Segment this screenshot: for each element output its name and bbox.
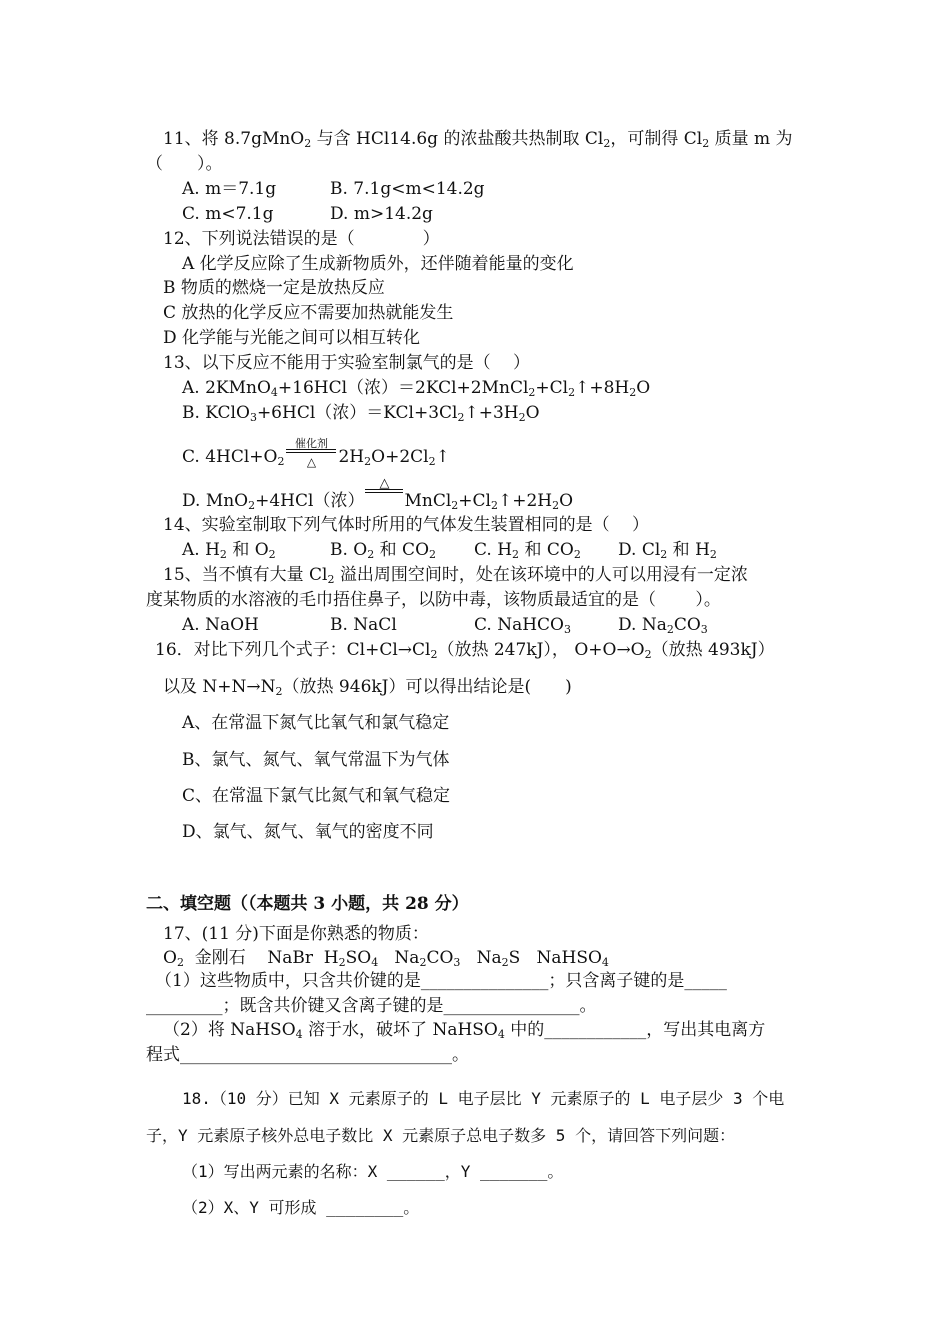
sub: 2 [430, 648, 438, 661]
sub: 2 [364, 455, 372, 468]
sub: 2 [666, 623, 674, 636]
sub: 2 [644, 648, 652, 661]
sub: 2 [367, 548, 375, 561]
q12-option-d: D 化学能与光能之间可以相互转化 [163, 328, 421, 348]
q18-stem-line1: 18.（10 分）已知 X 元素原子的 L 电子层比 Y 元素原子的 L 电子层少 3 个电 [182, 1089, 785, 1108]
q15-option-d [618, 614, 708, 641]
double-bar-bottom [365, 492, 403, 493]
q15-stem-line1 [163, 564, 748, 591]
q15-option-a: A. NaOH [182, 615, 259, 635]
sub: 2 [528, 386, 536, 399]
seg: O [636, 378, 651, 398]
q15-option-c [474, 614, 571, 641]
q16-option-d: D、氯气、氮气、氧气的密度不同 [182, 822, 434, 842]
seg: C. 4HCl+O [182, 447, 278, 467]
sub: 2 [629, 386, 637, 399]
seg: B. KClO [182, 403, 250, 423]
seg: （2）将 NaHSO [163, 1020, 296, 1040]
section-title: 二、填空题（（本题共 3 小题，共 28 分） [146, 894, 469, 914]
seg: 和 H [667, 540, 710, 560]
reaction-condition-arrow [284, 436, 338, 469]
seg: Na [378, 948, 420, 968]
sub: 4 [601, 956, 609, 969]
seg: CO [673, 615, 701, 635]
sub: 2 [275, 685, 283, 698]
q17-part2-line1 [163, 1019, 765, 1046]
seg: 溶于水，破坏了 NaHSO [302, 1020, 498, 1040]
q12-option-b: B 物质的燃烧一定是放热反应 [163, 278, 385, 298]
seg: S NaHSO [508, 948, 602, 968]
q11-sub-b: 2 [304, 137, 312, 150]
sub: 2 [457, 411, 465, 424]
heat-label: △ [306, 454, 317, 469]
heat-label: △ [379, 475, 390, 491]
q11-text-e: ，可制得 Cl [610, 129, 703, 149]
q13-stem: 13、以下反应不能用于实验室制氯气的是（ ） [163, 353, 531, 373]
q11-text-a: 11、将 8.7gMnO [163, 129, 305, 149]
q16-stem-line2 [163, 676, 572, 703]
q11-stem-line1 [163, 128, 793, 155]
sub: 2 [568, 386, 576, 399]
seg: C. H [474, 540, 513, 560]
seg: SO [345, 948, 372, 968]
q12-option-a: A 化学反应除了生成新物质外，还伴随着能量的变化 [182, 254, 574, 274]
q14-option-c [474, 539, 581, 566]
seg: D. Na [618, 615, 667, 635]
sub: 2 [419, 956, 427, 969]
q14-stem: 14、实验室制取下列气体时所用的气体发生装置相同的是（ ） [163, 515, 650, 535]
q12-option-c: C 放热的化学反应不需要加热就能发生 [163, 303, 454, 323]
sub: 2 [512, 548, 520, 561]
sub: 2 [219, 548, 227, 561]
seg: O [559, 491, 574, 511]
seg: +16HCl（浓）＝2KCl+2MnCl [277, 378, 529, 398]
seg: Na [460, 948, 502, 968]
sub: 4 [497, 1028, 505, 1041]
reaction-condition-arrow [364, 475, 404, 513]
sub: 3 [453, 956, 461, 969]
seg: 2H [338, 447, 365, 467]
q16-option-a: A、在常温下氮气比氧气和氯气稳定 [182, 713, 450, 733]
sub: 3 [564, 623, 571, 636]
sub: 2 [277, 455, 285, 468]
seg: MnCl [404, 491, 452, 511]
seg: 溢出周围空间时，处在该环境中的人可以用浸有一定浓 [334, 565, 748, 585]
q11-sub-d: 2 [603, 137, 611, 150]
seg: ↑ [435, 447, 450, 467]
seg: ↑+2H [497, 491, 553, 511]
q17-stem: 17、(11 分)下面是你熟悉的物质： [163, 924, 429, 944]
q11-sub-f: 2 [702, 137, 710, 150]
q11-option-c: C. m<7.1g [182, 204, 274, 224]
sub: 2 [176, 956, 184, 969]
seg: B. O [330, 540, 368, 560]
q17-part1-line1: （1）这些物质中，只含共价键的是_______________；只含离子键的是_____ [155, 971, 727, 991]
q16-stem-line1 [155, 639, 775, 666]
q18-part1: （1）写出两元素的名称：X ______，Y _______。 [182, 1162, 564, 1181]
sub: 2 [660, 548, 668, 561]
seg: （放热 247kJ）， O+O→O [437, 640, 645, 660]
sub: 2 [490, 499, 498, 512]
seg: +Cl [458, 491, 491, 511]
sub: 3 [249, 411, 257, 424]
q15-option-b: B. NaCl [330, 615, 397, 635]
q14-option-d [618, 539, 717, 566]
q11-option-a: A. m＝7.1g [182, 179, 277, 199]
seg: （放热 493kJ） [651, 640, 775, 660]
sub: 2 [709, 548, 717, 561]
sub: 3 [700, 623, 708, 636]
q11-text-g: 质量 m 为 [709, 129, 793, 149]
double-bar-top [365, 489, 403, 490]
q14-option-a [182, 539, 276, 566]
sub: 2 [428, 455, 436, 468]
seg: +6HCl（浓）＝KCl+3Cl [256, 403, 458, 423]
seg: 和 CO [519, 540, 574, 560]
seg: 和 O [226, 540, 269, 560]
q16-option-b: B、氯气、氮气、氧气常温下为气体 [182, 750, 450, 770]
sub: 2 [451, 499, 459, 512]
seg: 和 CO [374, 540, 430, 560]
q11-stem-line2: （ ）。 [146, 154, 223, 174]
sub: 2 [327, 573, 335, 586]
q17-part2-line2: 程式________________________________。 [146, 1045, 469, 1065]
sub: 2 [338, 956, 346, 969]
sub: 2 [248, 499, 256, 512]
q11-option-b: B. 7.1g<m<14.2g [330, 179, 485, 199]
seg: A. H [182, 540, 220, 560]
seg: （放热 946kJ）可以得出结论是( ) [282, 677, 572, 697]
q13-option-c [182, 436, 450, 473]
seg: 以及 N+N→N [163, 677, 276, 697]
seg: O [163, 948, 177, 968]
sub: 4 [295, 1028, 303, 1041]
seg: +Cl [535, 378, 569, 398]
seg: O+2Cl [371, 447, 429, 467]
seg: 金刚石 NaBr H [183, 948, 339, 968]
q18-part2: （2）X、Y 可形成 ________。 [182, 1198, 420, 1217]
double-bar-top [286, 449, 336, 450]
q16-option-c: C、在常温下氯气比氮气和氧气稳定 [182, 786, 451, 806]
sub: 2 [268, 548, 276, 561]
sub: 2 [518, 411, 526, 424]
sub: 2 [429, 548, 437, 561]
q13-option-a [182, 377, 650, 404]
q14-option-b [330, 539, 436, 566]
catalyst-label: 催化剂 [294, 436, 328, 450]
seg: D. MnO [182, 491, 249, 511]
q15-stem-line2: 度某物质的水溶液的毛巾捂住鼻子，以防中毒，该物质最适宜的是（ ）。 [146, 590, 721, 610]
sub: 4 [270, 386, 278, 399]
seg: 16．对比下列几个式子：Cl+Cl→Cl [155, 640, 431, 660]
seg: 中的____________，写出其电离方 [504, 1020, 766, 1040]
seg: +4HCl（浓） [255, 491, 365, 511]
seg: 15、当不慎有大量 Cl [163, 565, 328, 585]
q17-part1-line2: _________；既含共价键又含离子键的是________________。 [146, 996, 597, 1016]
sub: 4 [371, 956, 379, 969]
seg: D. Cl [618, 540, 661, 560]
seg: O [525, 403, 540, 423]
sub: 2 [552, 499, 560, 512]
q11-option-d: D. m>14.2g [330, 204, 433, 224]
q11-text-c: 与含 HCl14.6g 的浓盐酸共热制取 Cl [311, 129, 604, 149]
seg: C. NaHCO [474, 615, 564, 635]
sub: 2 [573, 548, 581, 561]
seg: ↑+8H [575, 378, 630, 398]
q13-option-d [182, 475, 574, 517]
q12-stem: 12、下列说法错误的是（ ） [163, 229, 440, 249]
q13-option-b [182, 402, 540, 429]
q18-stem-line2: 子，Y 元素原子核外总电子数比 X 元素原子总电子数多 5 个，请回答下列问题： [146, 1126, 736, 1145]
seg: CO [426, 948, 454, 968]
seg: A. 2KMnO [182, 378, 271, 398]
sub: 2 [501, 956, 509, 969]
seg: ↑+3H [464, 403, 519, 423]
